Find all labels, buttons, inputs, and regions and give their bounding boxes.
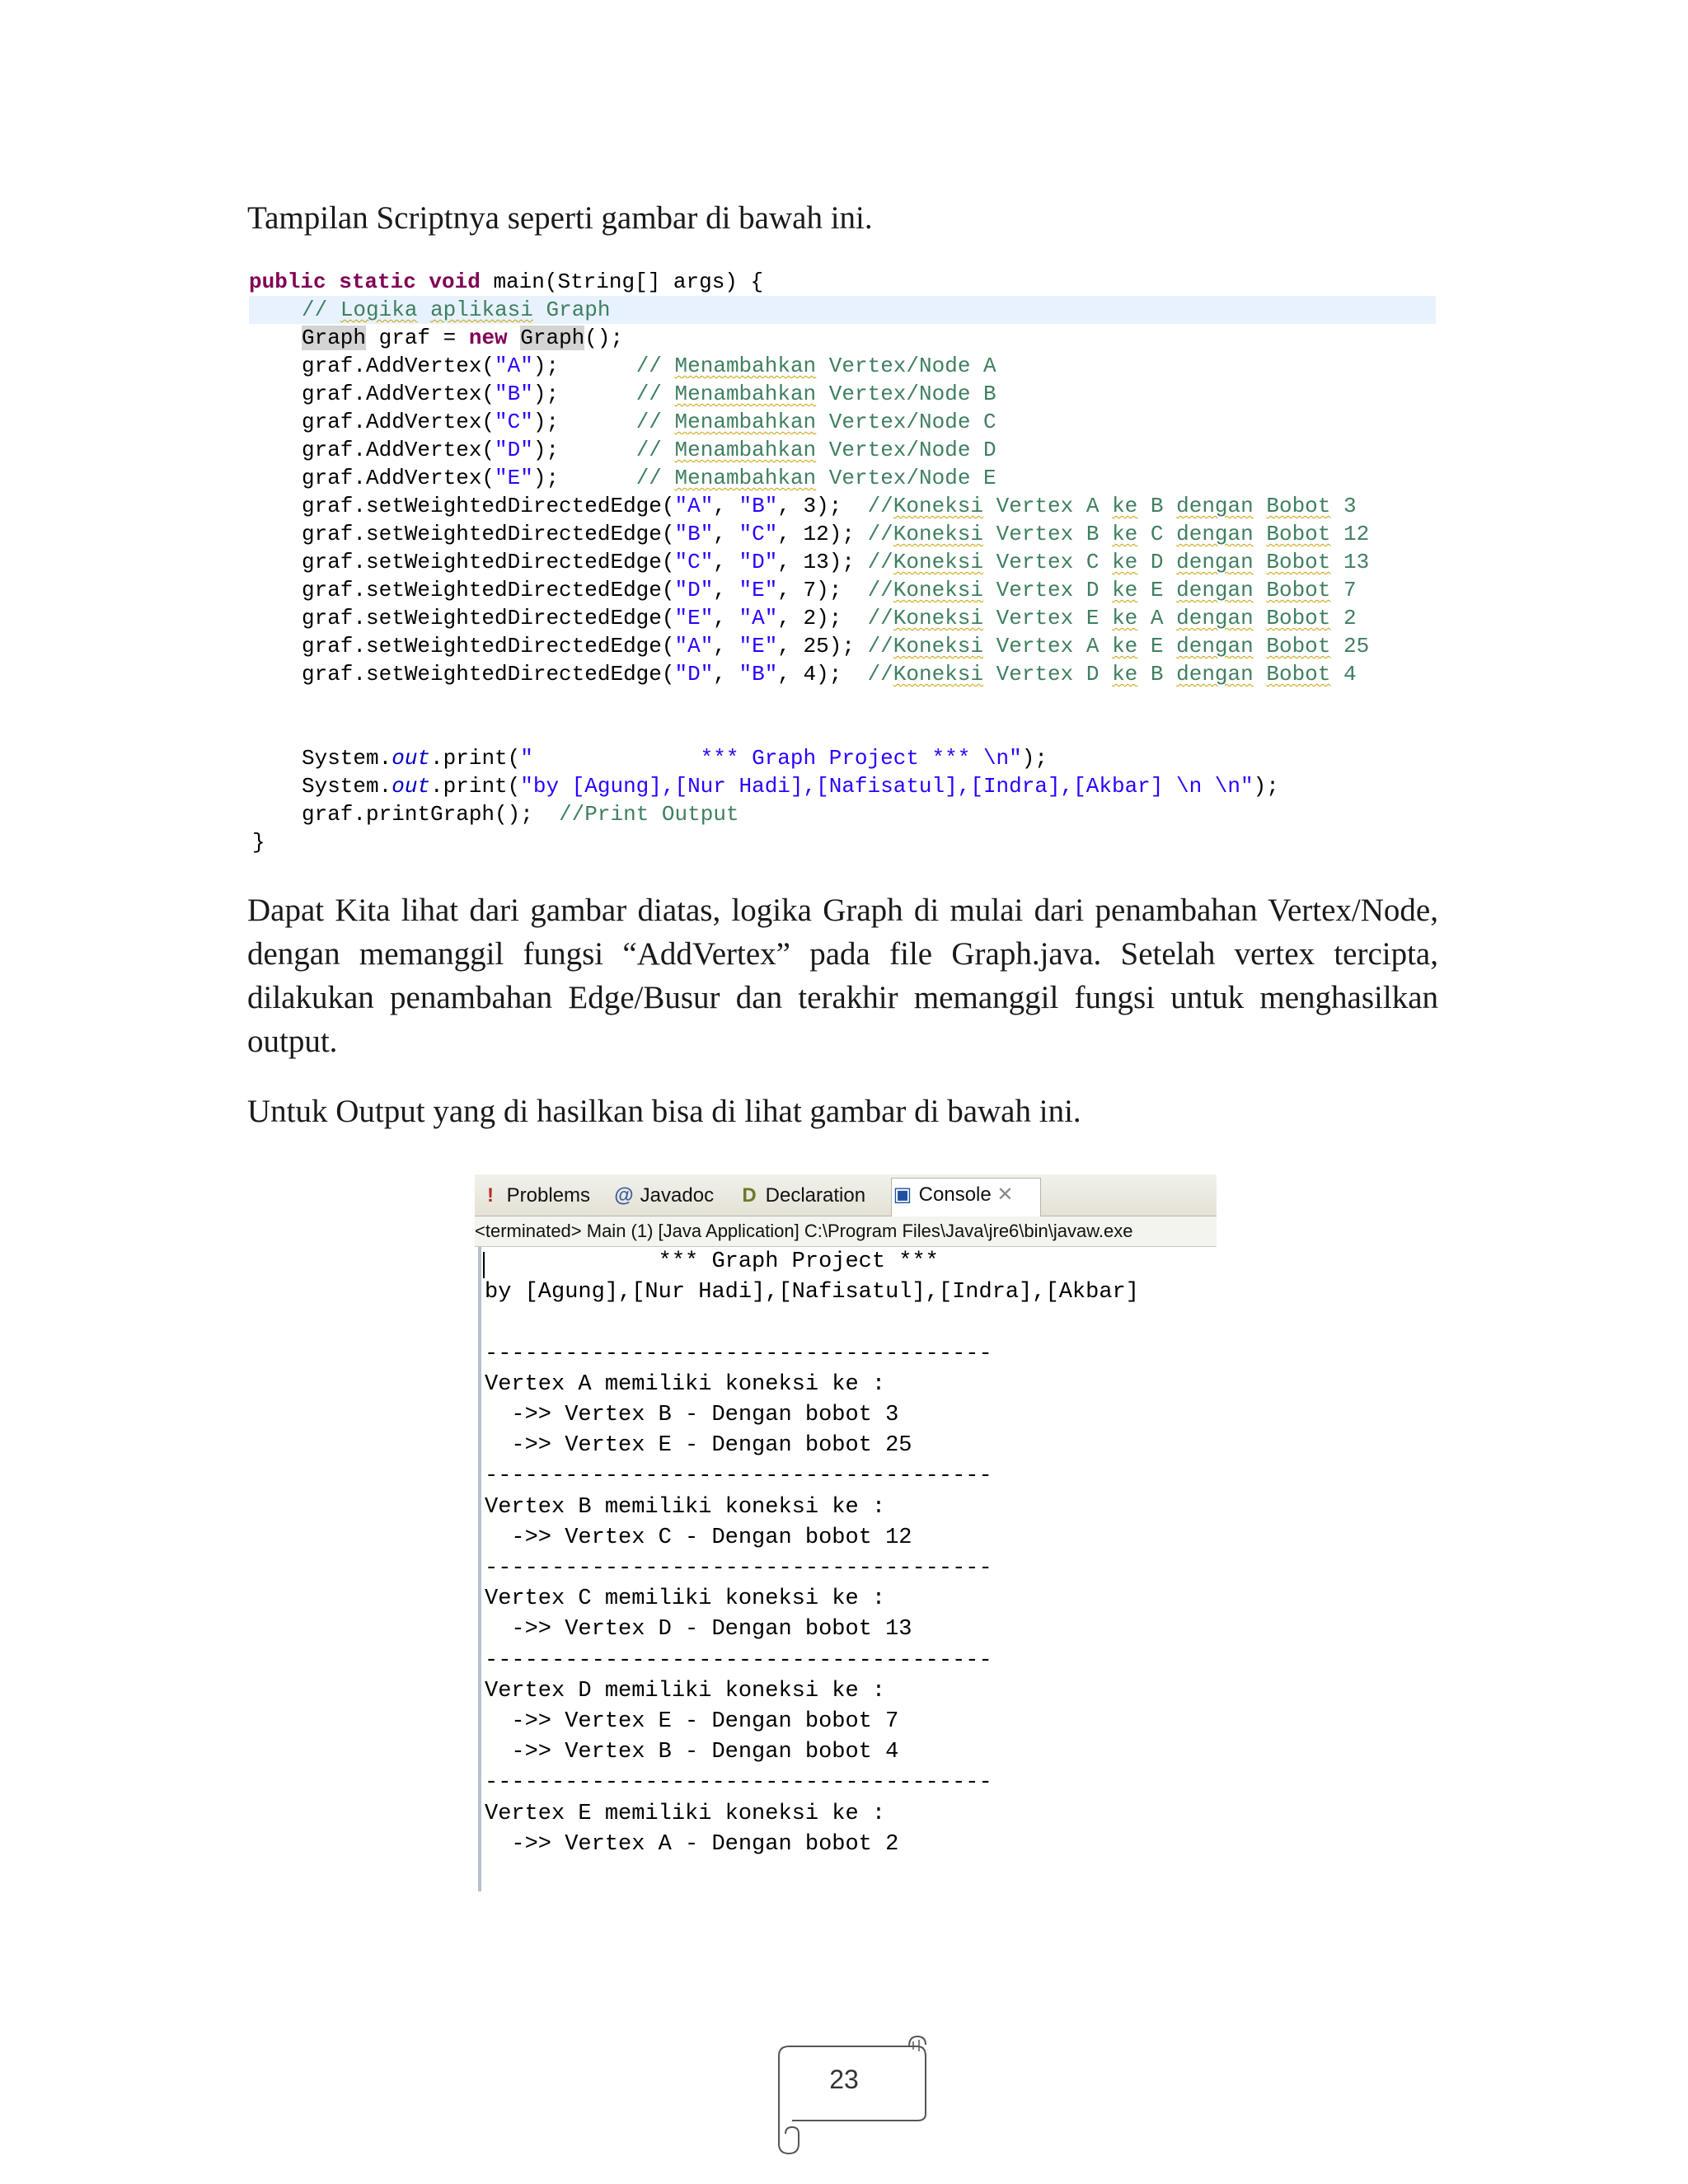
intro-paragraph: Tampilan Scriptnya seperti gambar di bawah ini. bbox=[247, 200, 873, 236]
code-line-edge: graf.setWeightedDirectedEdge("B", "C", 12); //Koneksi Vertex B ke C dengan Bobot 12 bbox=[302, 522, 1370, 546]
declaration-icon: D bbox=[742, 1184, 757, 1207]
tab-problems[interactable]: ! Problems bbox=[480, 1179, 603, 1212]
view-tab-bar bbox=[475, 1174, 1217, 1216]
code-line-edge: graf.setWeightedDirectedEdge("D", "E", 7); //Koneksi Vertex D ke E dengan Bobot 7 bbox=[302, 578, 1357, 602]
javadoc-icon: @ bbox=[614, 1184, 634, 1207]
console-status-bar: <terminated> Main (1) [Java Application] C:\Program Files\Java\jre6\bin\javaw.exe bbox=[475, 1216, 1217, 1247]
problems-icon: ! bbox=[487, 1184, 494, 1207]
code-line-print-graph: graf.printGraph(); //Print Output bbox=[302, 802, 739, 827]
tab-declaration[interactable]: D Declaration bbox=[738, 1179, 883, 1212]
output-intro-paragraph: Untuk Output yang di hasilkan bisa di lihat gambar di bawah ini. bbox=[247, 1094, 1081, 1129]
explanation-paragraph: Dapat Kita lihat dari gambar diatas, logika Graph di mulai dari penambahan Vertex/Node, dengan memanggil fungsi “AddVertex” pada file Graph.java. Setelah vertex tercipta, dilakukan penambahan Edge/Busur dan terakhir memanggil fungsi untuk menghasilkan output. bbox=[247, 893, 1438, 1059]
code-line-add-vertex: graf.AddVertex("D"); // Menambahkan Vertex/Node D bbox=[302, 438, 996, 462]
code-line-edge: graf.setWeightedDirectedEdge("D", "B", 4); //Koneksi Vertex D ke B dengan Bobot 4 bbox=[302, 662, 1357, 687]
code-line-edge: graf.setWeightedDirectedEdge("C", "D", 13); //Koneksi Vertex C ke D dengan Bobot 13 bbox=[302, 550, 1370, 574]
tab-console[interactable]: ▣ Console ✕ bbox=[891, 1178, 1041, 1216]
code-line-close: } bbox=[252, 830, 265, 855]
code-line-print-authors: System.out.print("by [Agung],[Nur Hadi],[Nafisatul],[Indra],[Akbar] \n \n"); bbox=[302, 774, 1279, 799]
code-line-add-vertex: graf.AddVertex("A"); // Menambahkan Vertex/Node A bbox=[302, 354, 996, 378]
console-output-area[interactable] bbox=[475, 1247, 1217, 1891]
code-line-add-vertex: graf.AddVertex("B"); // Menambahkan Vertex/Node B bbox=[302, 382, 996, 406]
console-margin-bar bbox=[478, 1247, 481, 1891]
code-screenshot bbox=[249, 268, 1436, 865]
console-output-text: *** Graph Project *** by [Agung],[Nur Hadi],[Nafisatul],[Indra],[Akbar] -------------------------------------- Vertex A memiliki koneksi ke : ->> Vertex B - Dengan bobot 3 ->> Vertex E - Dengan bobot 25 -------------------------------------- Vertex B memiliki koneksi ke : ->> Vertex C - Dengan bobot 12 -------------------------------------- Vertex C memiliki koneksi ke : ->> Vertex D - Dengan bobot 13 -------------------------------------- Vertex D memiliki koneksi ke : ->> Vertex E - Dengan bobot 7 ->> Vertex B - Dengan bobot 4 -------------------------------------- Vertex E memiliki koneksi ke : ->> Vertex A - Dengan bobot 2 bbox=[485, 1249, 1139, 1857]
code-line-decl: Graph graf = new Graph(); bbox=[302, 326, 624, 350]
code-line-add-vertex: graf.AddVertex("E"); // Menambahkan Vertex/Node E bbox=[302, 466, 996, 490]
console-screenshot bbox=[475, 1174, 1217, 1891]
tab-javadoc[interactable]: @ Javadoc bbox=[613, 1179, 729, 1212]
code-line-add-vertex: graf.AddVertex("C"); // Menambahkan Vertex/Node C bbox=[302, 410, 996, 434]
code-line-comment: // Logika aplikasi Graph bbox=[302, 298, 611, 322]
code-line-edge: graf.setWeightedDirectedEdge("A", "E", 25); //Koneksi Vertex A ke E dengan Bobot 25 bbox=[302, 634, 1370, 658]
code-line-print-title: System.out.print(" *** Graph Project *** \n"); bbox=[302, 746, 1048, 771]
close-icon[interactable]: ✕ bbox=[996, 1183, 1014, 1206]
code-line-edge: graf.setWeightedDirectedEdge("E", "A", 2); //Koneksi Vertex E ke A dengan Bobot 2 bbox=[302, 606, 1357, 630]
page-number: 23 bbox=[829, 2064, 859, 2094]
code-line-edge: graf.setWeightedDirectedEdge("A", "B", 3); //Koneksi Vertex A ke B dengan Bobot 3 bbox=[302, 494, 1357, 518]
console-icon: ▣ bbox=[893, 1183, 912, 1206]
code-line-signature: public static void main(String[] args) { bbox=[249, 269, 764, 294]
